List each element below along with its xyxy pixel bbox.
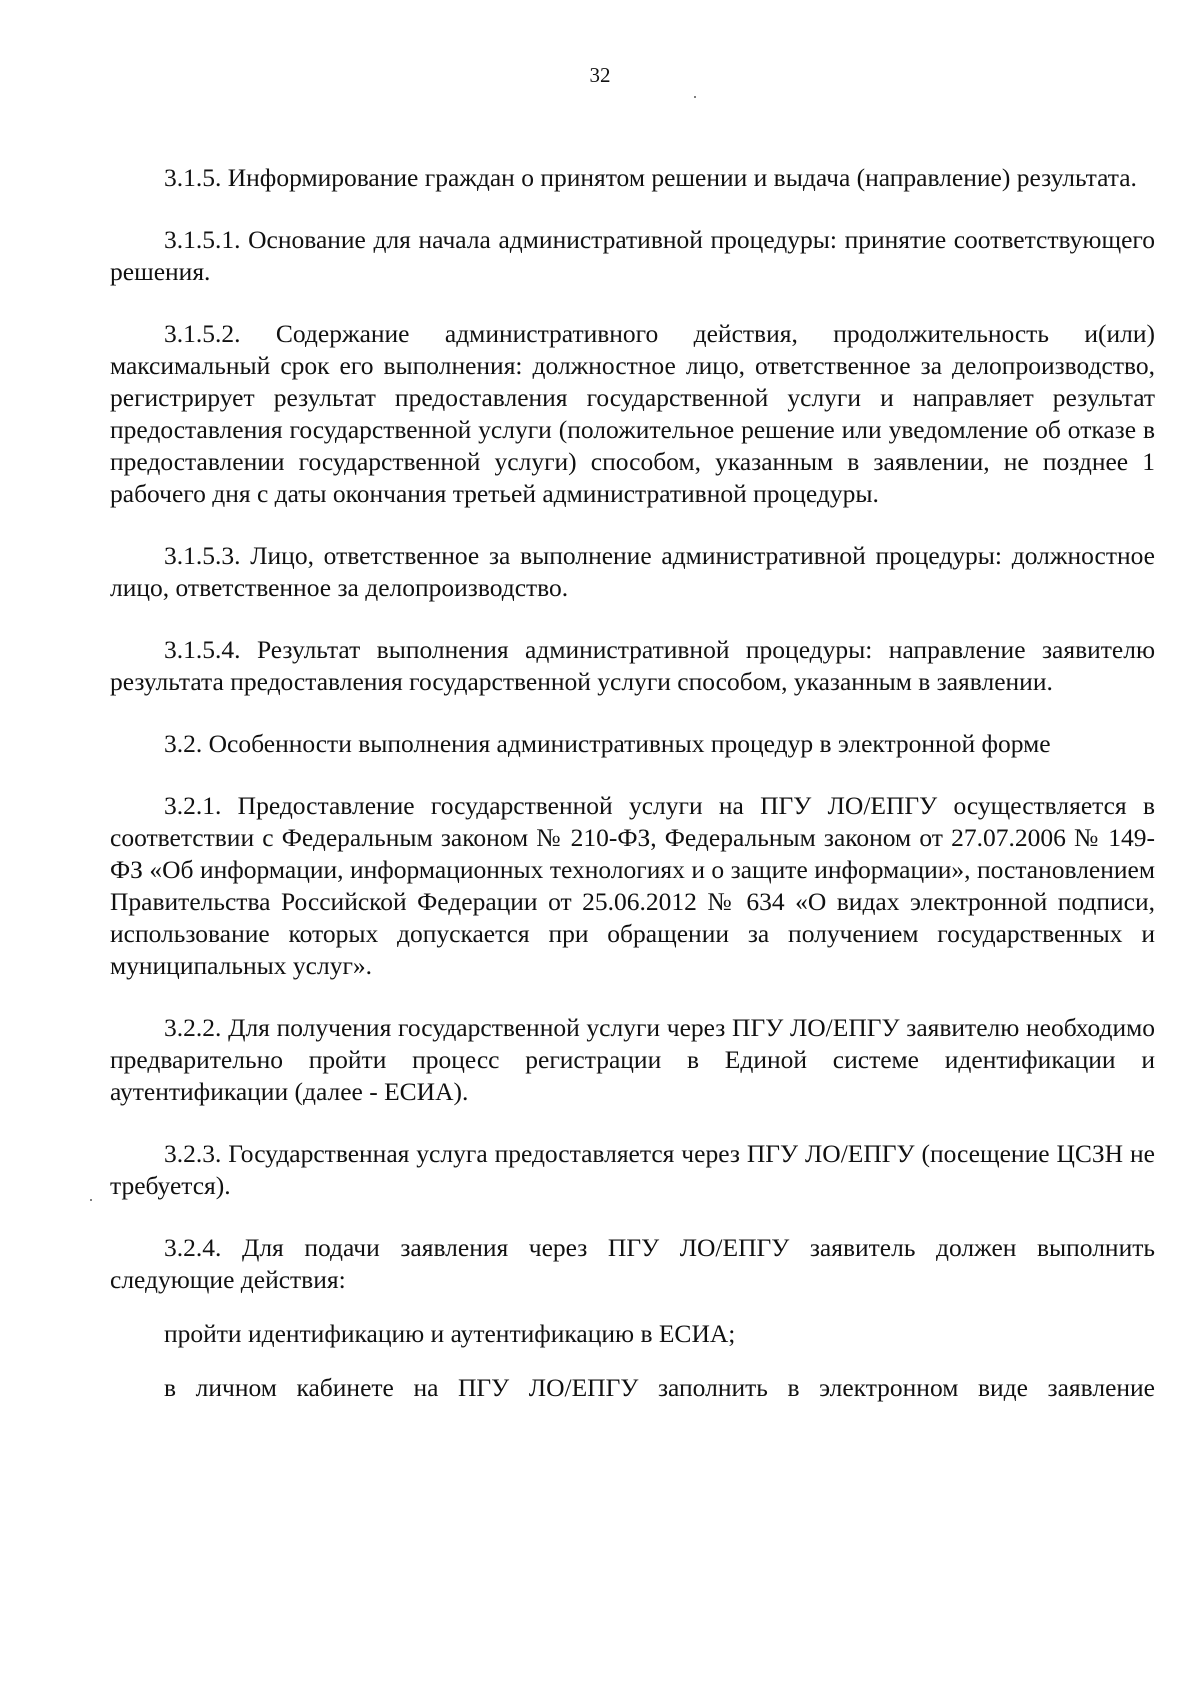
list-item-esia-identification: пройти идентификацию и аутентификацию в ЕСИА; bbox=[164, 1319, 736, 1348]
scan-speck bbox=[90, 1199, 92, 1201]
list-item-fill-application: в личном кабинете на ПГУ ЛО/ЕПГУ заполнить в электронном виде заявление bbox=[164, 1373, 1155, 1402]
paragraph-3-1-5-3: 3.1.5.3. Лицо, ответственное за выполнение административной процедуры: должностное лицо, ответственное за делопроизводство. bbox=[110, 541, 1155, 602]
paragraph-3-1-5: 3.1.5. Информирование граждан о принятом решении и выдача (направление) результата. bbox=[164, 163, 1137, 192]
page-number: 32 bbox=[589, 63, 611, 87]
scan-speck bbox=[694, 96, 696, 98]
paragraph-3-2-1: 3.2.1. Предоставление государственной услуги на ПГУ ЛО/ЕПГУ осуществляется в соответствии с Федеральным законом № 210-ФЗ, Федеральным законом от 27.07.2006 № 149-ФЗ «Об информации, информационных технологиях и о защите информации», постановлением Правительства Российской Федерации от 25.06.2012 № 634 «О видах электронной подписи, использование которых допускается при обращении за получением государственных и муниципальных услуг». bbox=[110, 791, 1155, 980]
section-heading-3-2: 3.2. Особенности выполнения административных процедур в электронной форме bbox=[164, 729, 1051, 758]
paragraph-3-1-5-4: 3.1.5.4. Результат выполнения административной процедуры: направление заявителю результата предоставления государственной услуги способом, указанным в заявлении. bbox=[110, 635, 1155, 696]
paragraph-3-1-5-1: 3.1.5.1. Основание для начала административной процедуры: принятие соответствующего решения. bbox=[110, 225, 1155, 286]
paragraph-3-2-3: 3.2.3. Государственная услуга предоставляется через ПГУ ЛО/ЕПГУ (посещение ЦСЗН не требуется). bbox=[110, 1139, 1155, 1200]
paragraph-3-1-5-2: 3.1.5.2. Содержание административного действия, продолжительность и(или) максимальный срок его выполнения: должностное лицо, ответственное за делопроизводство, регистрирует результат предоставления государственной услуги и направляет результат предоставления государственной услуги (положительное решение или уведомление об отказе в предоставлении государственной услуги) способом, указанным в заявлении, не позднее 1 рабочего дня с даты окончания третьей административной процедуры. bbox=[110, 319, 1155, 508]
paragraph-3-2-4: 3.2.4. Для подачи заявления через ПГУ ЛО/ЕПГУ заявитель должен выполнить следующие действия: bbox=[110, 1233, 1155, 1294]
document-body bbox=[110, 162, 1155, 1404]
paragraph-3-2-2: 3.2.2. Для получения государственной услуги через ПГУ ЛО/ЕПГУ заявителю необходимо предварительно пройти процесс регистрации в Единой системе идентификации и аутентификации (далее - ЕСИА). bbox=[110, 1013, 1155, 1106]
